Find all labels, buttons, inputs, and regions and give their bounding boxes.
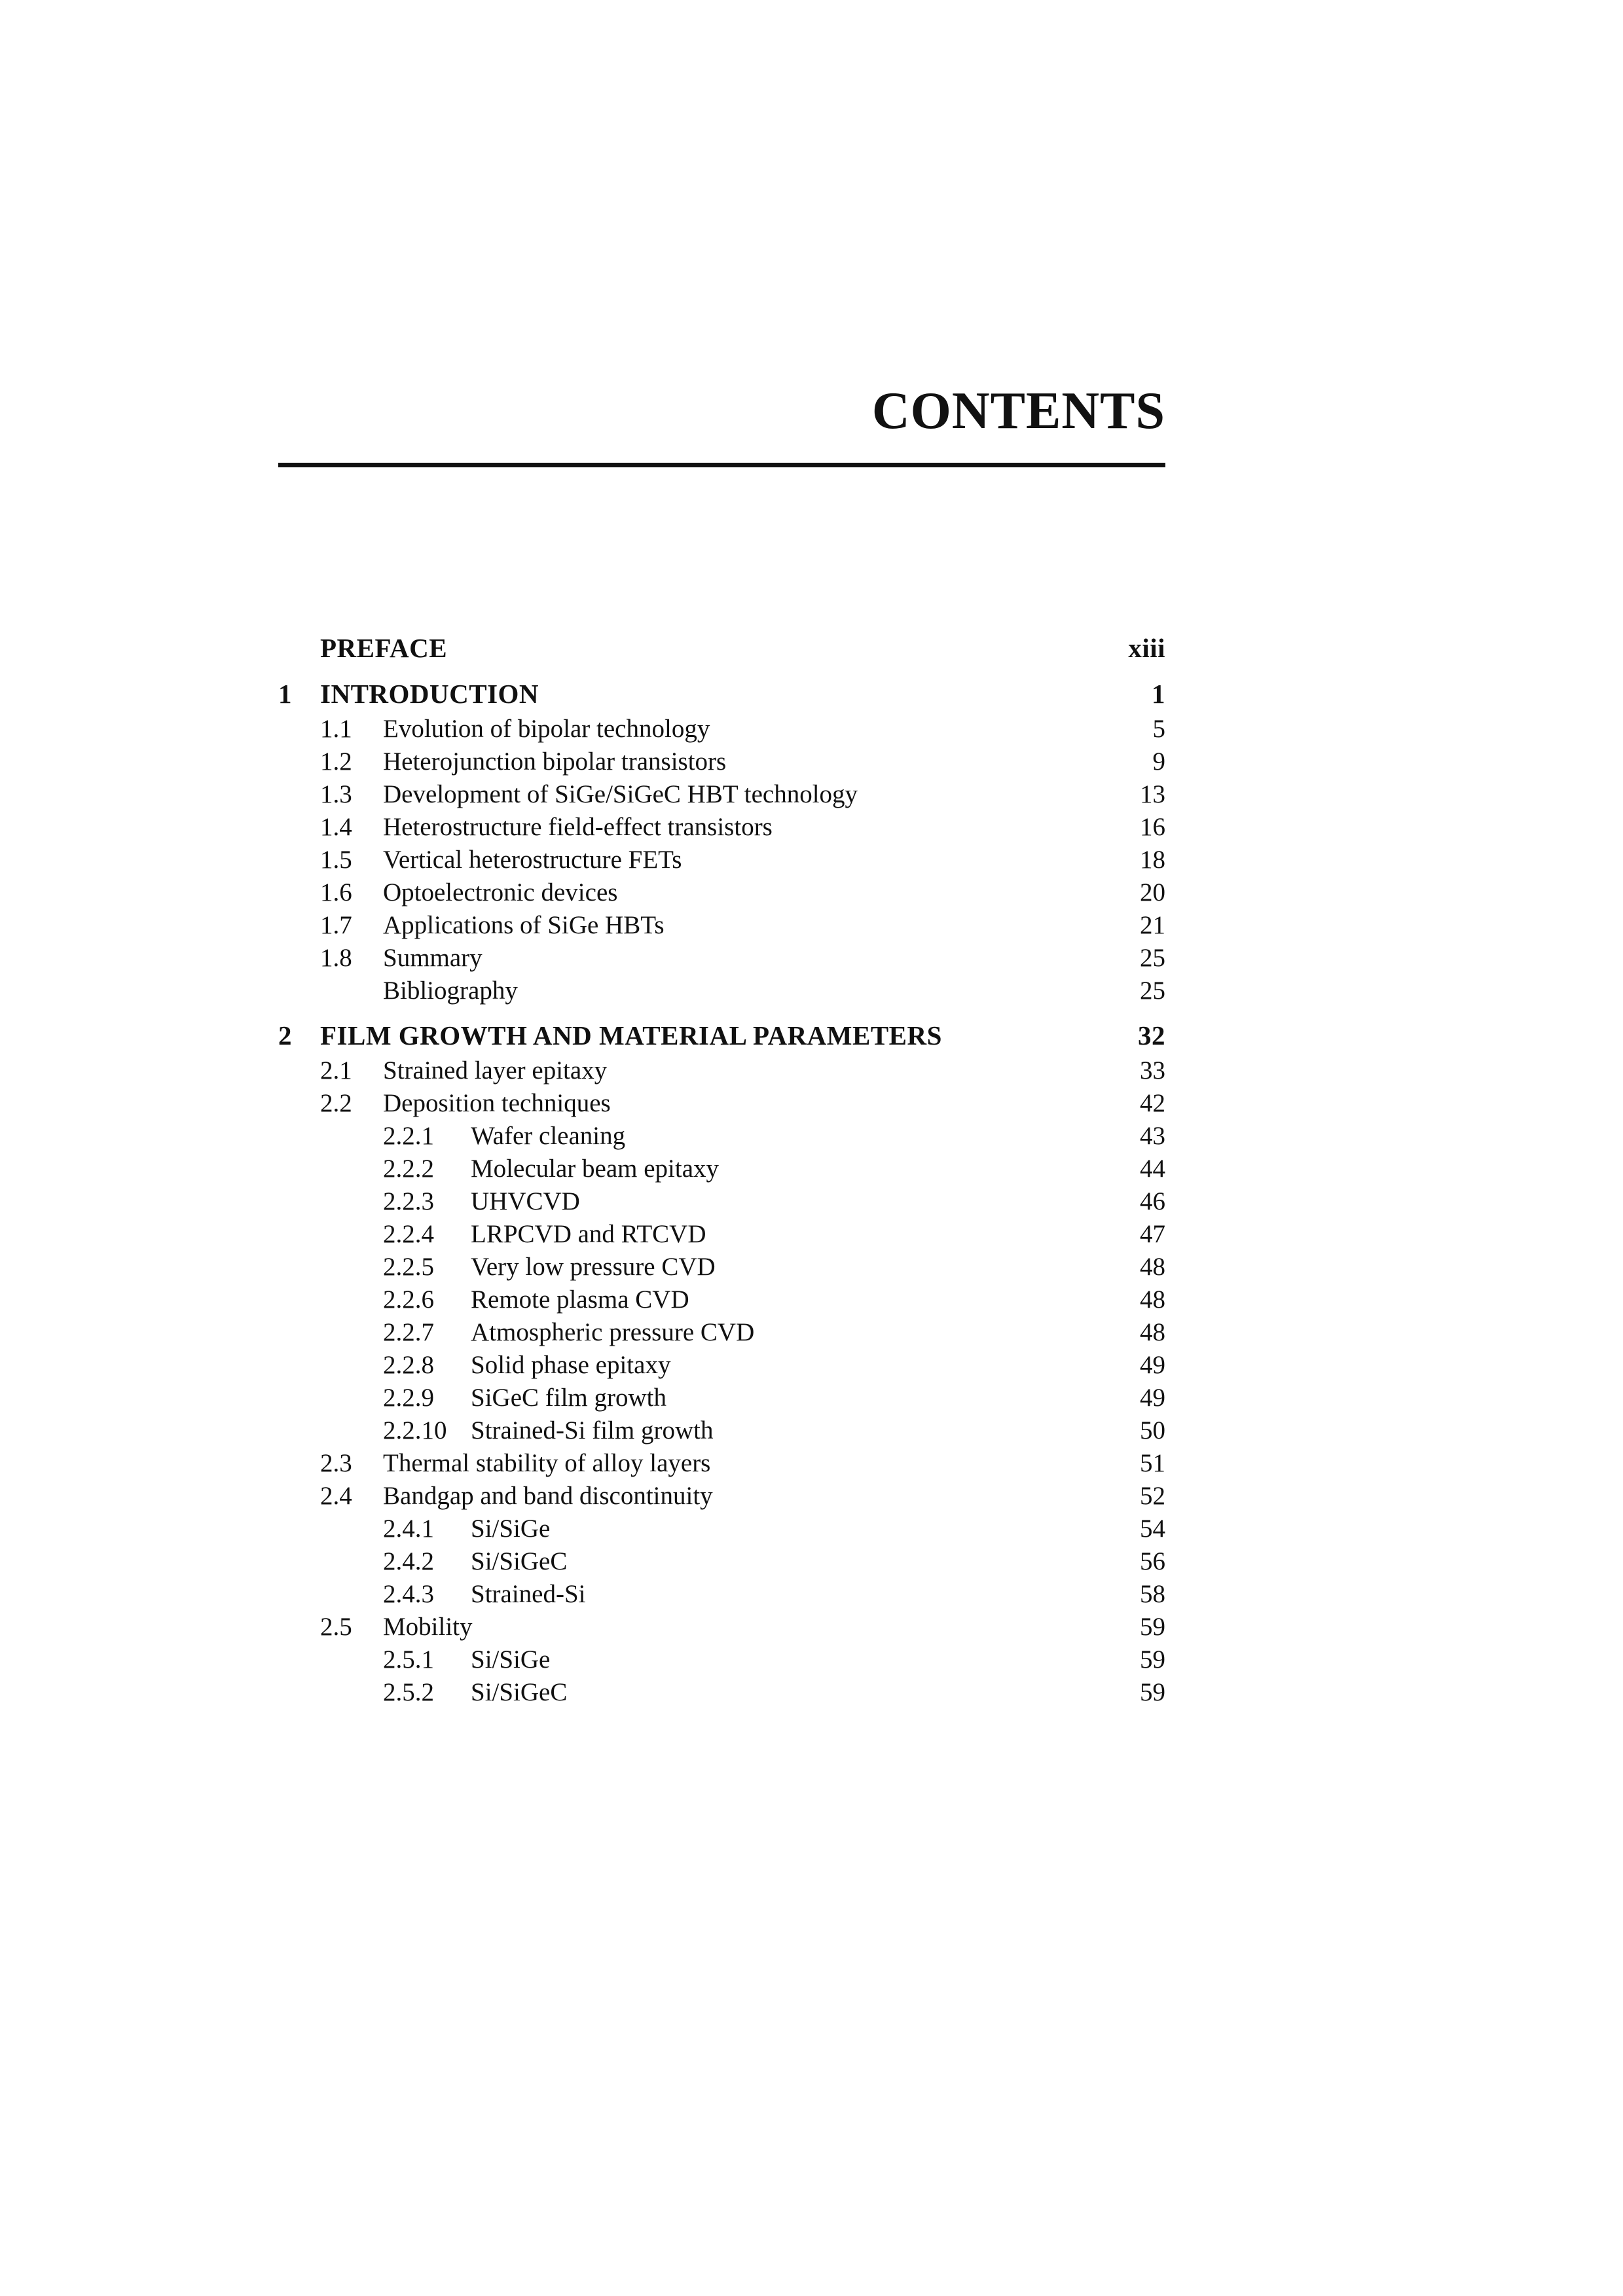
toc-section[interactable] (278, 1087, 1165, 1120)
subsection-page: 59 (1140, 1678, 1165, 1706)
toc-chapter-1[interactable] (278, 677, 1165, 710)
section-number: 1.4 (320, 813, 352, 841)
toc-section[interactable] (278, 811, 1165, 844)
section-title: Deposition techniques (383, 1089, 611, 1117)
subsection-title: Atmospheric pressure CVD (471, 1318, 755, 1346)
toc-section[interactable] (278, 942, 1165, 975)
subsection-number: 2.2.6 (383, 1285, 434, 1314)
subsection-title: Si/SiGeC (471, 1678, 568, 1706)
subsection-page: 44 (1140, 1155, 1165, 1183)
subsection-number: 2.2.4 (383, 1220, 434, 1248)
toc-section[interactable] (278, 1611, 1165, 1643)
toc-section[interactable] (278, 1054, 1165, 1087)
section-page: 25 (1140, 977, 1165, 1005)
toc-section[interactable] (278, 844, 1165, 876)
chapter-page: 1 (1152, 679, 1165, 709)
section-number: 1.3 (320, 780, 352, 808)
toc-subsection[interactable] (278, 1283, 1165, 1316)
section-page: 21 (1140, 911, 1165, 939)
chapter-number: 1 (278, 679, 292, 709)
toc-subsection[interactable] (278, 1643, 1165, 1676)
section-page: 42 (1140, 1089, 1165, 1117)
subsection-page: 50 (1140, 1416, 1165, 1444)
subsection-title: Very low pressure CVD (471, 1253, 716, 1281)
subsection-number: 2.2.2 (383, 1155, 434, 1183)
section-title: Strained layer epitaxy (383, 1056, 608, 1085)
chapter-title: INTRODUCTION (320, 679, 539, 709)
toc-subsection[interactable] (278, 1414, 1165, 1447)
subsection-number: 2.4.3 (383, 1580, 434, 1608)
subsection-number: 2.2.5 (383, 1253, 434, 1281)
title-rule (278, 463, 1165, 467)
subsection-page: 48 (1140, 1285, 1165, 1314)
section-page: 16 (1140, 813, 1165, 841)
toc-section[interactable] (278, 1447, 1165, 1480)
subsection-number: 2.2.1 (383, 1122, 434, 1150)
toc-entry-preface[interactable] (278, 632, 1165, 664)
toc-subsection[interactable] (278, 1153, 1165, 1185)
section-title: Optoelectronic devices (383, 878, 618, 906)
subsection-page: 49 (1140, 1384, 1165, 1412)
section-page: 59 (1140, 1613, 1165, 1641)
subsection-page: 48 (1140, 1318, 1165, 1346)
subsection-page: 48 (1140, 1253, 1165, 1281)
section-title: Heterostructure field-effect transistors (383, 813, 773, 841)
toc-subsection[interactable] (278, 1578, 1165, 1611)
section-title: Development of SiGe/SiGeC HBT technology (383, 780, 858, 808)
subsection-number: 2.2.10 (383, 1416, 447, 1444)
section-number: 1.1 (320, 715, 352, 743)
subsection-title: Molecular beam epitaxy (471, 1155, 720, 1183)
section-number: 1.2 (320, 747, 352, 776)
subsection-page: 56 (1140, 1547, 1165, 1575)
subsection-title: Si/SiGe (471, 1515, 551, 1543)
toc-subsection[interactable] (278, 1185, 1165, 1218)
toc-subsection[interactable] (278, 1676, 1165, 1709)
chapter-page: 32 (1138, 1020, 1165, 1050)
subsection-title: UHVCVD (471, 1187, 580, 1215)
subsection-number: 2.4.1 (383, 1515, 434, 1543)
section-number: 1.7 (320, 911, 352, 939)
page-title: CONTENTS (871, 382, 1165, 440)
section-page: 25 (1140, 944, 1165, 972)
subsection-number: 2.5.2 (383, 1678, 434, 1706)
toc-subsection[interactable] (278, 1513, 1165, 1545)
subsection-number: 2.2.7 (383, 1318, 434, 1346)
toc-subsection[interactable] (278, 1349, 1165, 1382)
section-page: 33 (1140, 1056, 1165, 1085)
section-number: 2.5 (320, 1613, 352, 1641)
toc-subsection[interactable] (278, 1545, 1165, 1578)
chapter-title: FILM GROWTH AND MATERIAL PARAMETERS (320, 1020, 942, 1050)
subsection-title: SiGeC film growth (471, 1384, 666, 1412)
section-number: 2.4 (320, 1482, 352, 1510)
subsection-page: 46 (1140, 1187, 1165, 1215)
toc-subsection[interactable] (278, 1316, 1165, 1349)
subsection-number: 2.2.3 (383, 1187, 434, 1215)
section-page: 51 (1140, 1449, 1165, 1477)
section-title: Heterojunction bipolar transistors (383, 747, 727, 776)
section-number: 1.8 (320, 944, 352, 972)
section-title: Mobility (383, 1613, 473, 1641)
section-title: Thermal stability of alloy layers (383, 1449, 711, 1477)
chapter-number: 2 (278, 1020, 292, 1050)
section-page: 18 (1140, 846, 1165, 874)
subsection-number: 2.2.8 (383, 1351, 434, 1379)
subsection-title: Wafer cleaning (471, 1122, 626, 1150)
section-title: Vertical heterostructure FETs (383, 846, 682, 874)
section-number: 2.3 (320, 1449, 352, 1477)
subsection-page: 54 (1140, 1515, 1165, 1543)
section-title: Bandgap and band discontinuity (383, 1482, 713, 1510)
subsection-title: Strained-Si (471, 1580, 586, 1608)
toc-section[interactable] (278, 778, 1165, 811)
section-number: 2.2 (320, 1089, 352, 1117)
section-page: 13 (1140, 780, 1165, 808)
toc-subsection[interactable] (278, 1120, 1165, 1153)
toc-subsection[interactable] (278, 1251, 1165, 1283)
subsection-number: 2.5.1 (383, 1645, 434, 1674)
toc-section[interactable] (278, 876, 1165, 909)
toc-subsection[interactable] (278, 1218, 1165, 1251)
subsection-page: 58 (1140, 1580, 1165, 1608)
subsection-title: Remote plasma CVD (471, 1285, 689, 1314)
toc-entry-page: xiii (1128, 633, 1165, 663)
toc-section[interactable] (278, 975, 1165, 1007)
subsection-number: 2.4.2 (383, 1547, 434, 1575)
subsection-page: 49 (1140, 1351, 1165, 1379)
toc-section[interactable] (278, 713, 1165, 745)
subsection-title: Solid phase epitaxy (471, 1351, 671, 1379)
toc-section[interactable] (278, 909, 1165, 942)
section-page: 20 (1140, 878, 1165, 906)
section-number: 2.1 (320, 1056, 352, 1085)
section-number: 1.5 (320, 846, 352, 874)
subsection-page: 43 (1140, 1122, 1165, 1150)
toc-section[interactable] (278, 745, 1165, 778)
section-title: Bibliography (383, 977, 518, 1005)
section-number: 1.6 (320, 878, 352, 906)
subsection-title: Strained-Si film growth (471, 1416, 714, 1444)
subsection-title: LRPCVD and RTCVD (471, 1220, 706, 1248)
toc-entry-title: PREFACE (320, 633, 448, 663)
subsection-number: 2.2.9 (383, 1384, 434, 1412)
toc-subsection[interactable] (278, 1382, 1165, 1414)
section-page: 5 (1152, 715, 1165, 743)
section-page: 9 (1152, 747, 1165, 776)
toc-chapter-2[interactable] (278, 1019, 1165, 1052)
section-title: Applications of SiGe HBTs (383, 911, 665, 939)
subsection-page: 47 (1140, 1220, 1165, 1248)
section-title: Summary (383, 944, 483, 972)
subsection-page: 59 (1140, 1645, 1165, 1674)
toc-section[interactable] (278, 1480, 1165, 1513)
section-title: Evolution of bipolar technology (383, 715, 710, 743)
section-page: 52 (1140, 1482, 1165, 1510)
subsection-title: Si/SiGe (471, 1645, 551, 1674)
subsection-title: Si/SiGeC (471, 1547, 568, 1575)
